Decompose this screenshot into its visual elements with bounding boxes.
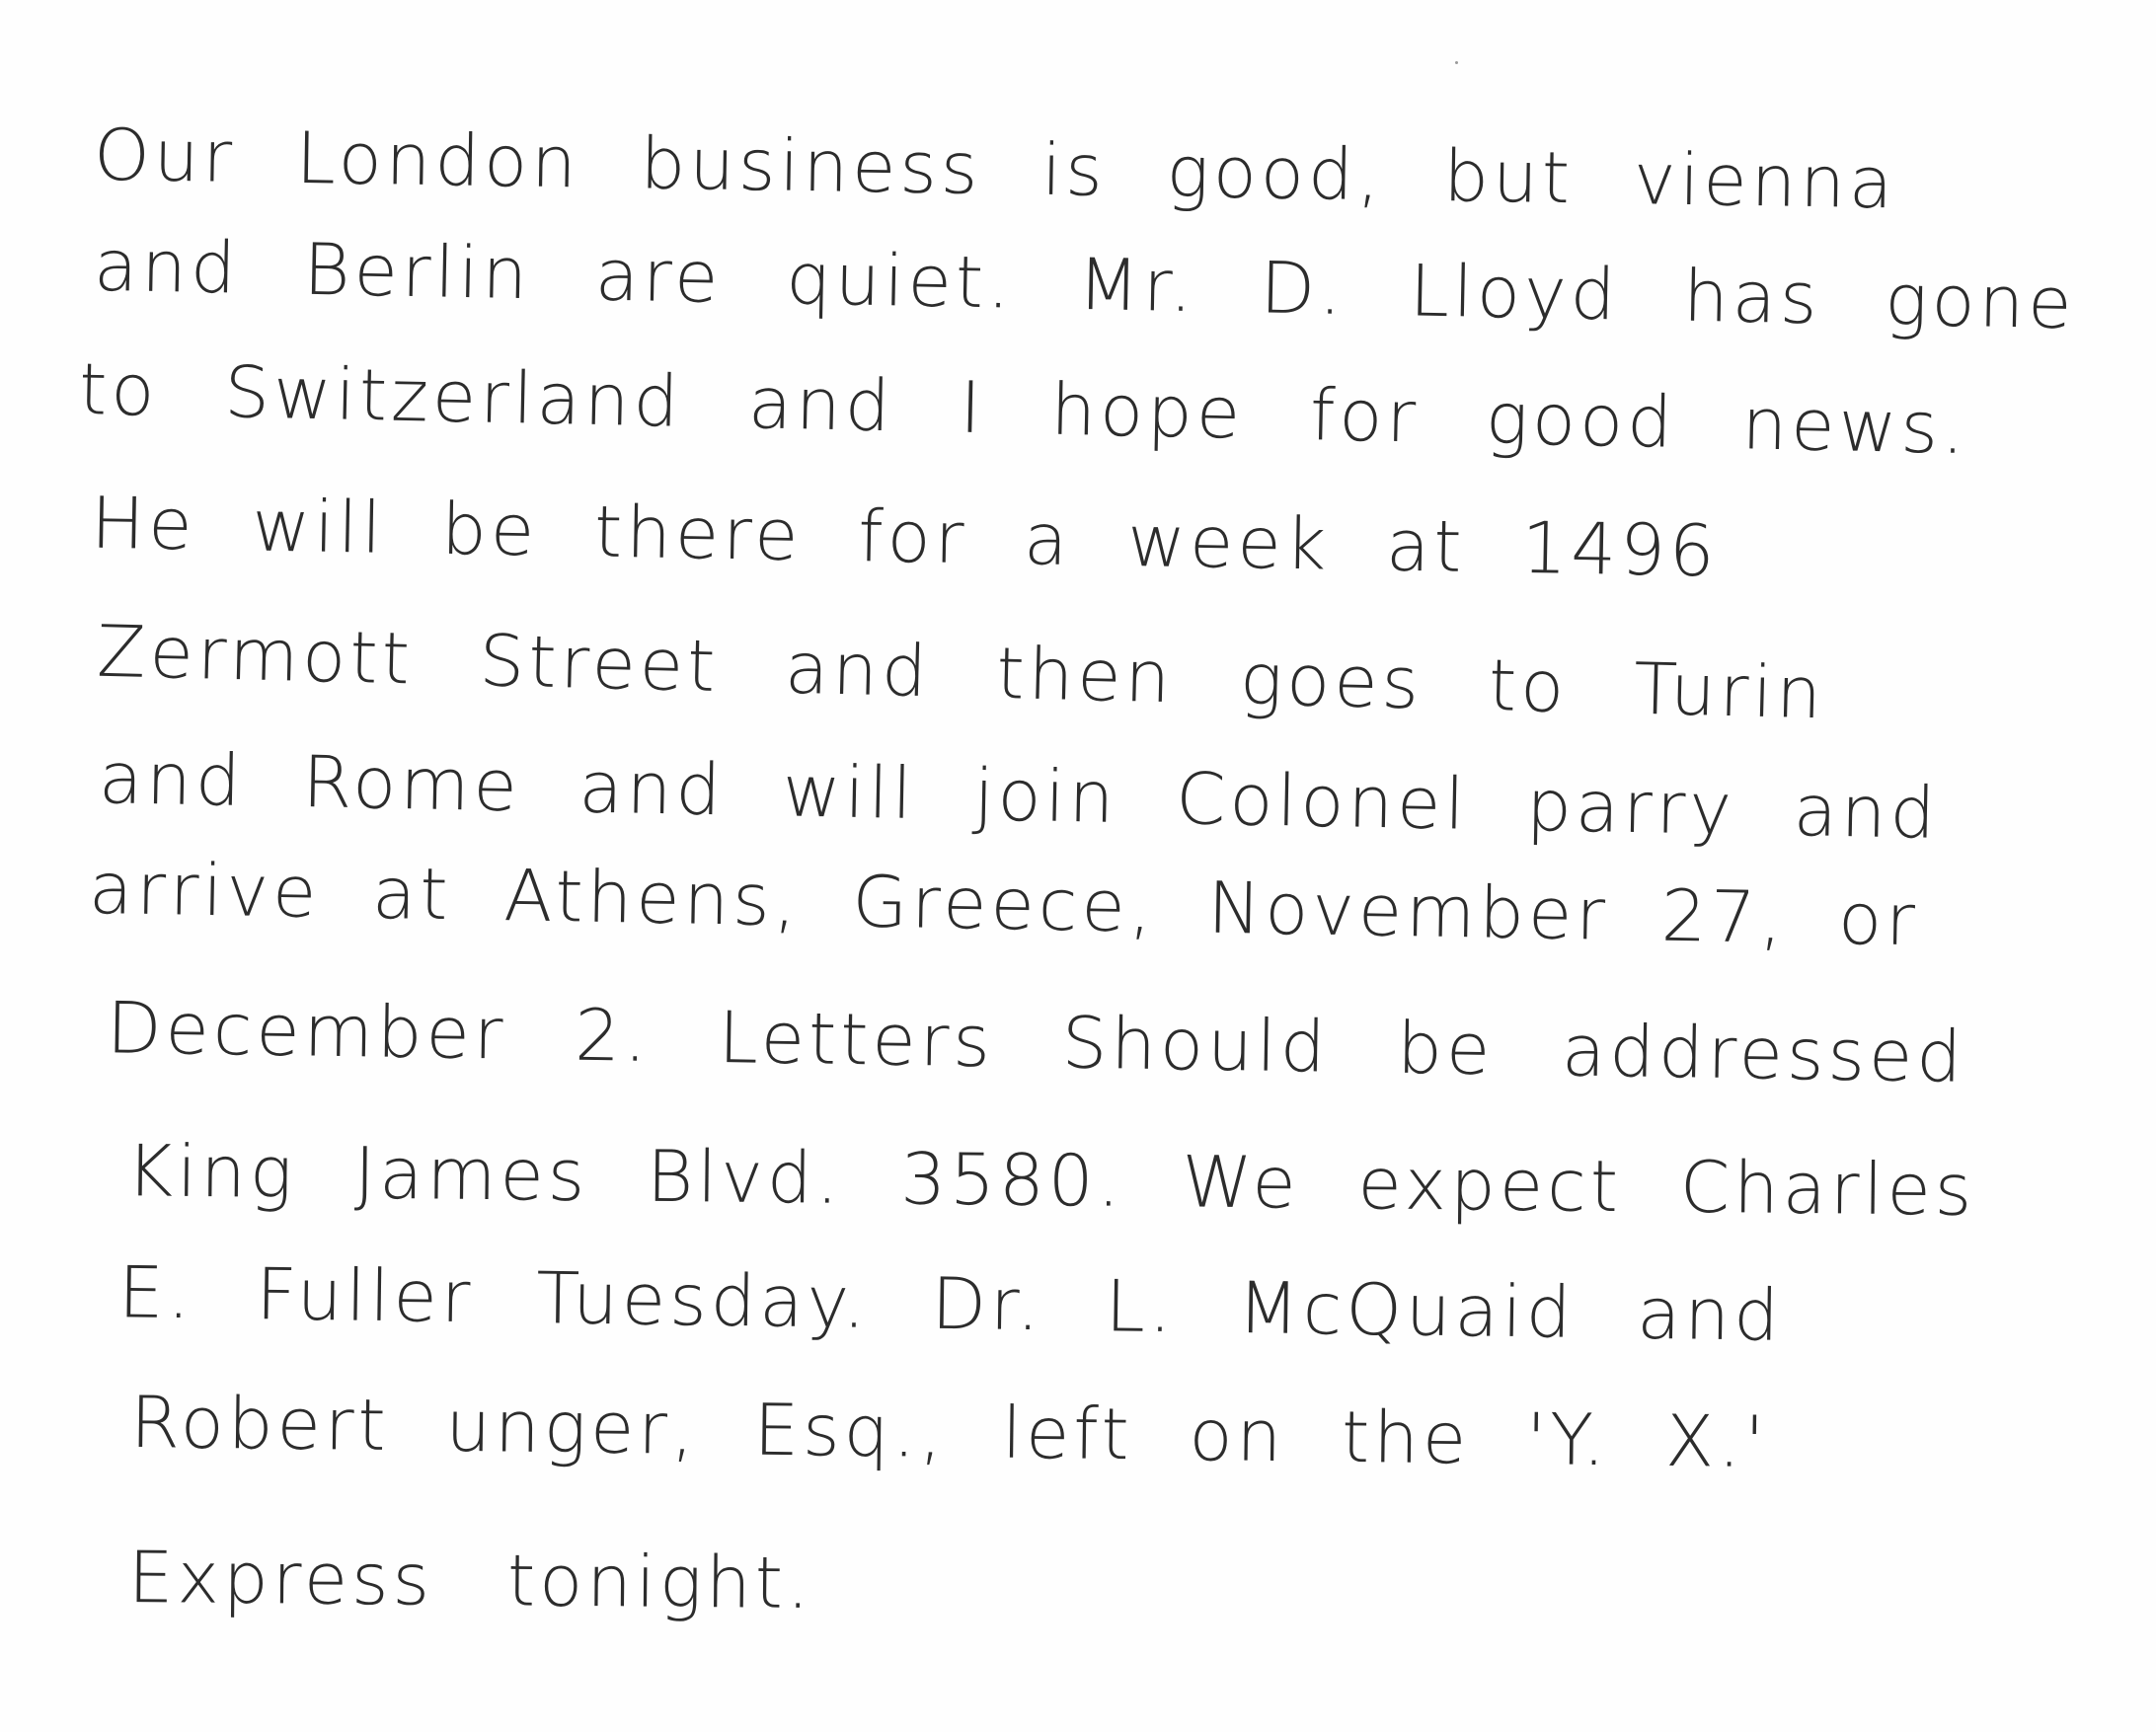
text-line: arrive at Athens, Greece, November 27, or [88, 846, 1920, 962]
text-line: E. Fuller Tuesday. Dr. L. McQuaid and [117, 1250, 1784, 1357]
text-line: Our London business is good, but vienna [93, 113, 1897, 225]
text-line: Zermott Street and then goes to Turin [96, 609, 1826, 735]
text-line: and Berlin are quiet. Mr. D. Lloyd has gone [93, 223, 2077, 345]
text-line: and Rome and will join Colonel parry and [98, 736, 1941, 855]
text-line: He will be there for a week at 1496 [90, 481, 1720, 593]
text-line: to Switzerland and I hope for good news. [78, 346, 1969, 471]
text-line: December 2. Letters Should be addressed [106, 986, 1966, 1098]
text-line: Express tonight. [127, 1535, 814, 1625]
text-line: King James Blvd. 3580. We expect Charles [125, 1129, 1976, 1232]
text-line: Robert unger, Esq., left on the 'Y. X.' [129, 1380, 1769, 1484]
